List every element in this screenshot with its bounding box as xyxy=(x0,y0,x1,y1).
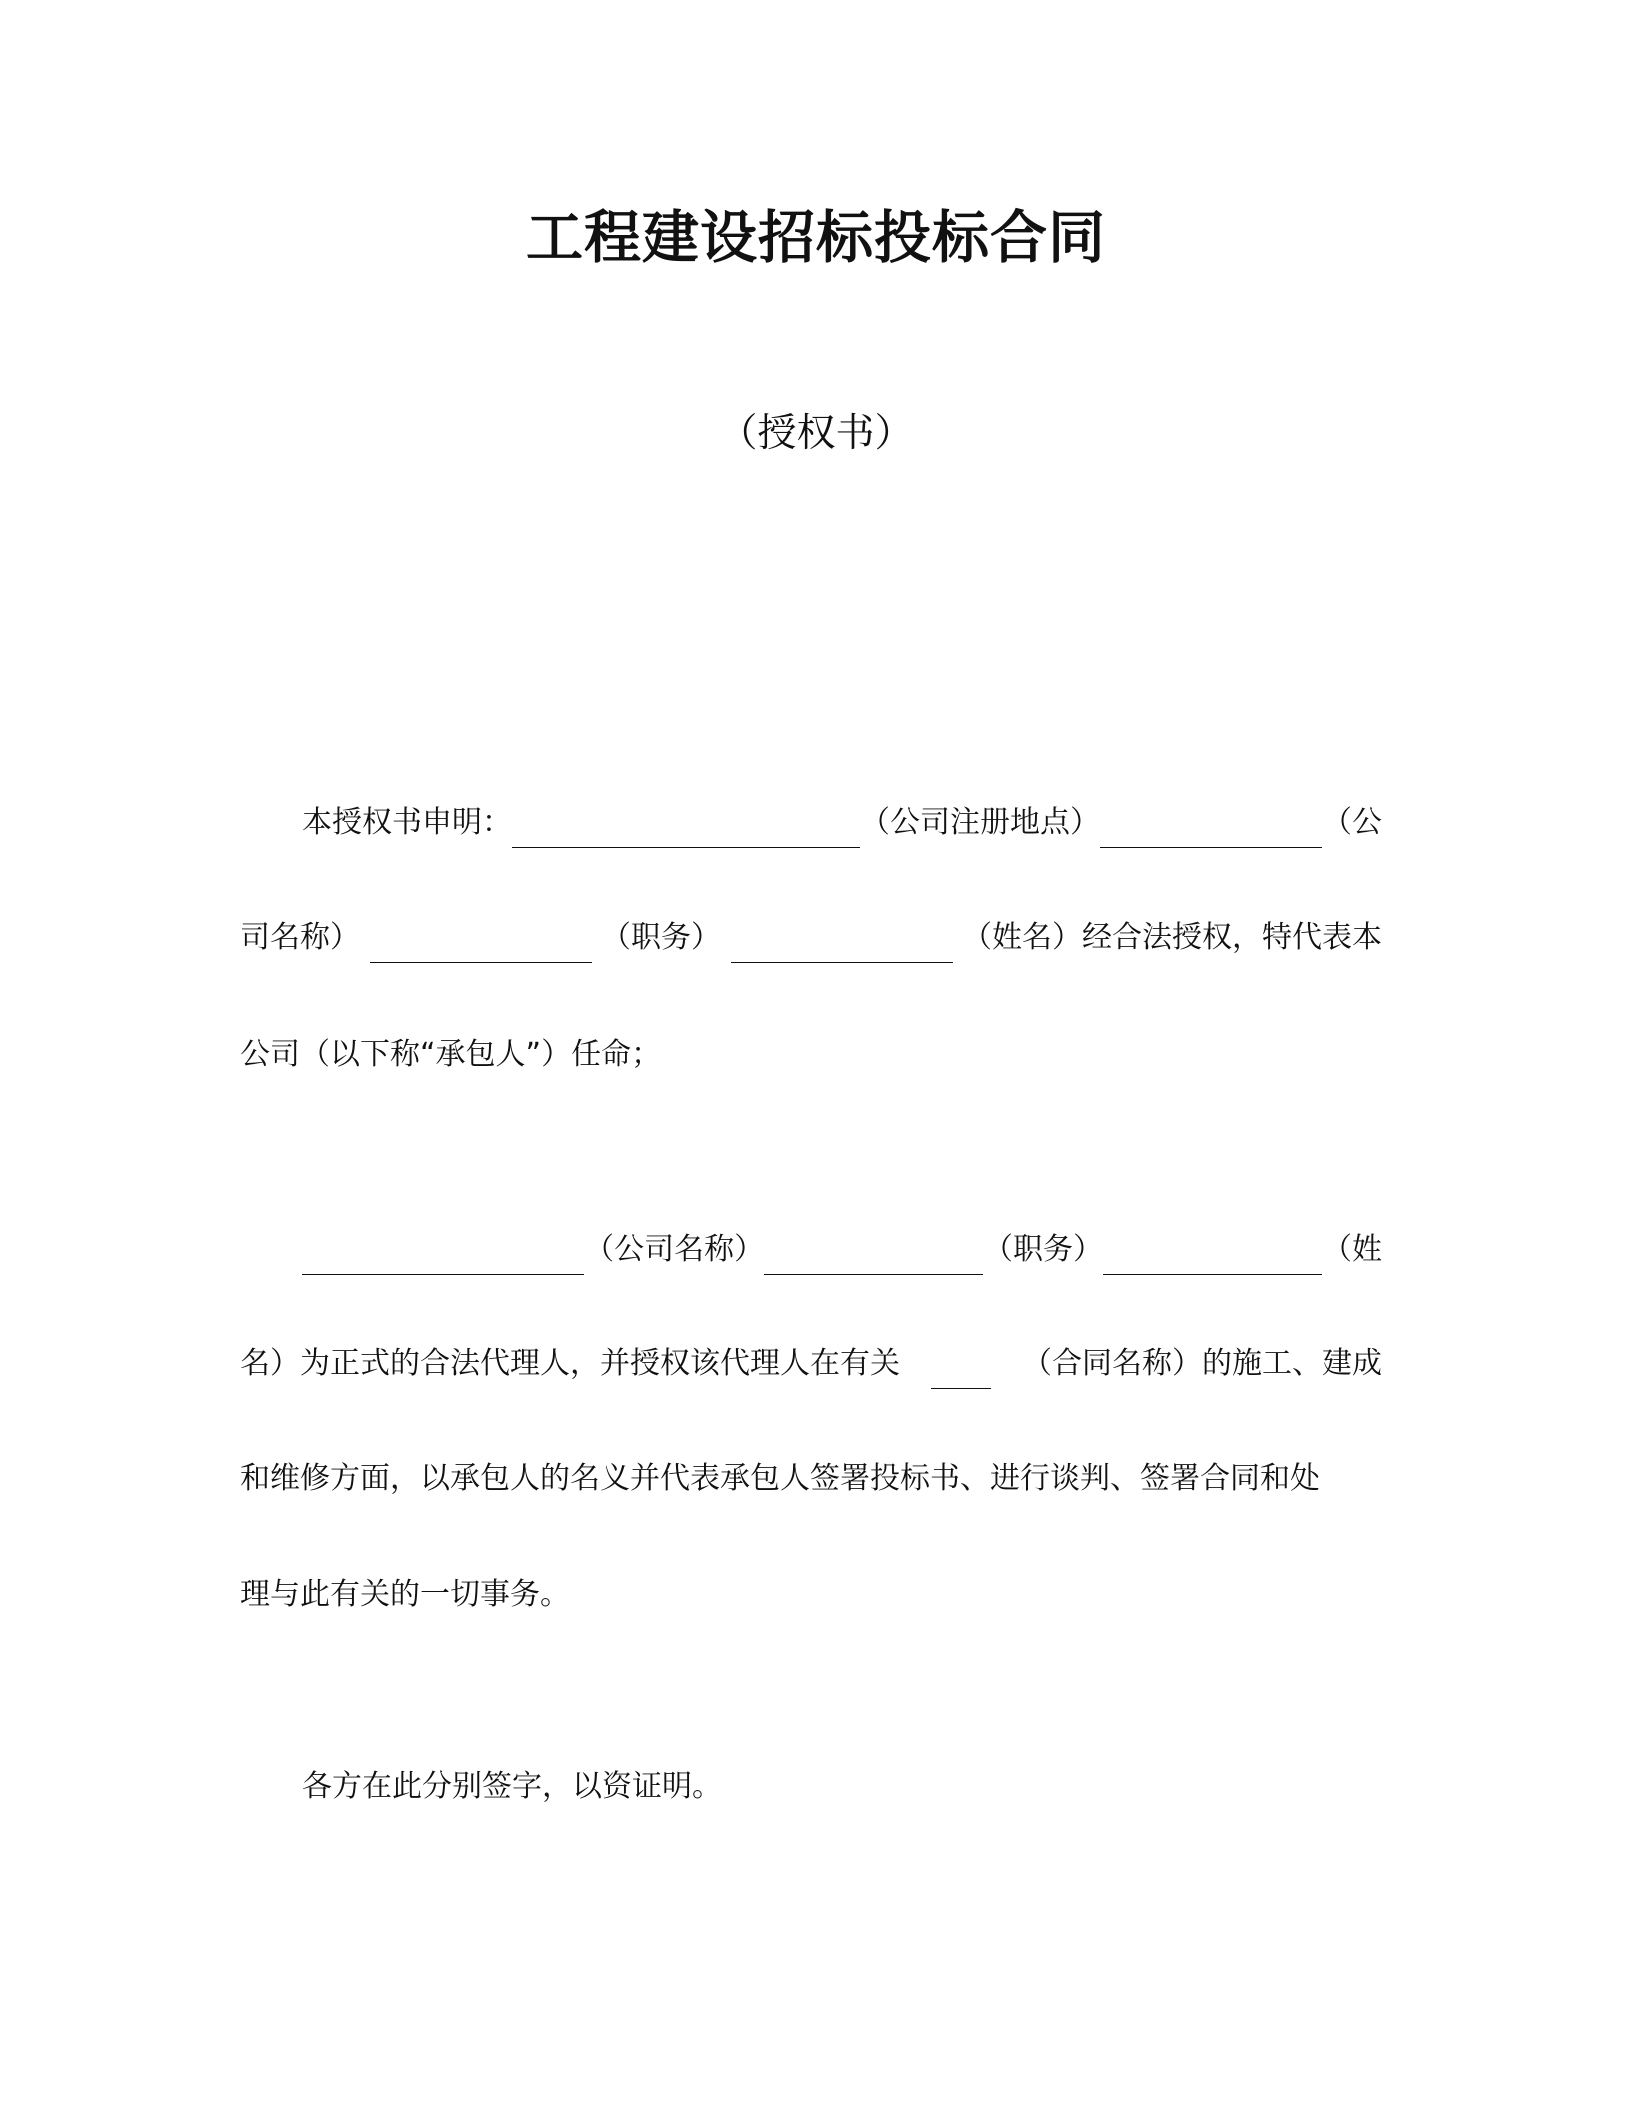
para2-line3-text: 和维修方面，以承包人的名义并代表承包人签署投标书、进行谈判、签署合同和处 xyxy=(240,1461,1320,1496)
label-agent-company: （公司名称） xyxy=(584,1232,765,1267)
para1-line2 xyxy=(240,913,1382,963)
blank-contract-name xyxy=(931,1350,991,1389)
para1-line3-text: 公司（以下称“承包人”）任命； xyxy=(240,1037,662,1072)
blank-company-name xyxy=(1100,809,1322,848)
para2-line2-tail: （合同名称）的施工、建成 xyxy=(1022,1346,1382,1381)
para1-lead-text: 本授权书申明： xyxy=(302,805,512,840)
blank-position xyxy=(370,924,592,963)
para2-line1 xyxy=(302,1225,1382,1275)
para2-line4-text: 理与此有关的一切事务。 xyxy=(240,1577,570,1612)
label-registered-address: （公司注册地点） xyxy=(860,805,1100,840)
para1-line1 xyxy=(302,798,1382,848)
label-agent-position: （职务） xyxy=(983,1232,1104,1267)
blank-agent-position xyxy=(764,1236,983,1275)
para2-line4 xyxy=(240,1570,1382,1620)
blank-agent-company xyxy=(302,1236,584,1275)
blank-agent-name xyxy=(1103,1236,1322,1275)
para3-line1 xyxy=(302,1762,1382,1812)
label-name-authorized: （姓名）经合法授权，特代表本 xyxy=(962,920,1382,955)
document-title: 工程建设招标投标合同 xyxy=(526,205,1106,271)
para1-line3 xyxy=(240,1030,1382,1080)
blank-registered-address xyxy=(512,809,860,848)
para2-line2 xyxy=(240,1339,1382,1389)
para2-line2-lead: 名）为正式的合法代理人，并授权该代理人在有关 xyxy=(240,1346,900,1381)
label-agent-name-start: （姓 xyxy=(1321,1232,1382,1267)
label-company-name-start: （公 xyxy=(1322,805,1382,840)
blank-name xyxy=(731,924,953,963)
para3-text: 各方在此分别签字，以资证明。 xyxy=(302,1769,722,1804)
label-position: （职务） xyxy=(601,920,721,955)
document-subtitle: （授权书） xyxy=(718,411,914,456)
label-company-name-end: 司名称） xyxy=(240,920,360,955)
para2-line3 xyxy=(240,1454,1382,1504)
